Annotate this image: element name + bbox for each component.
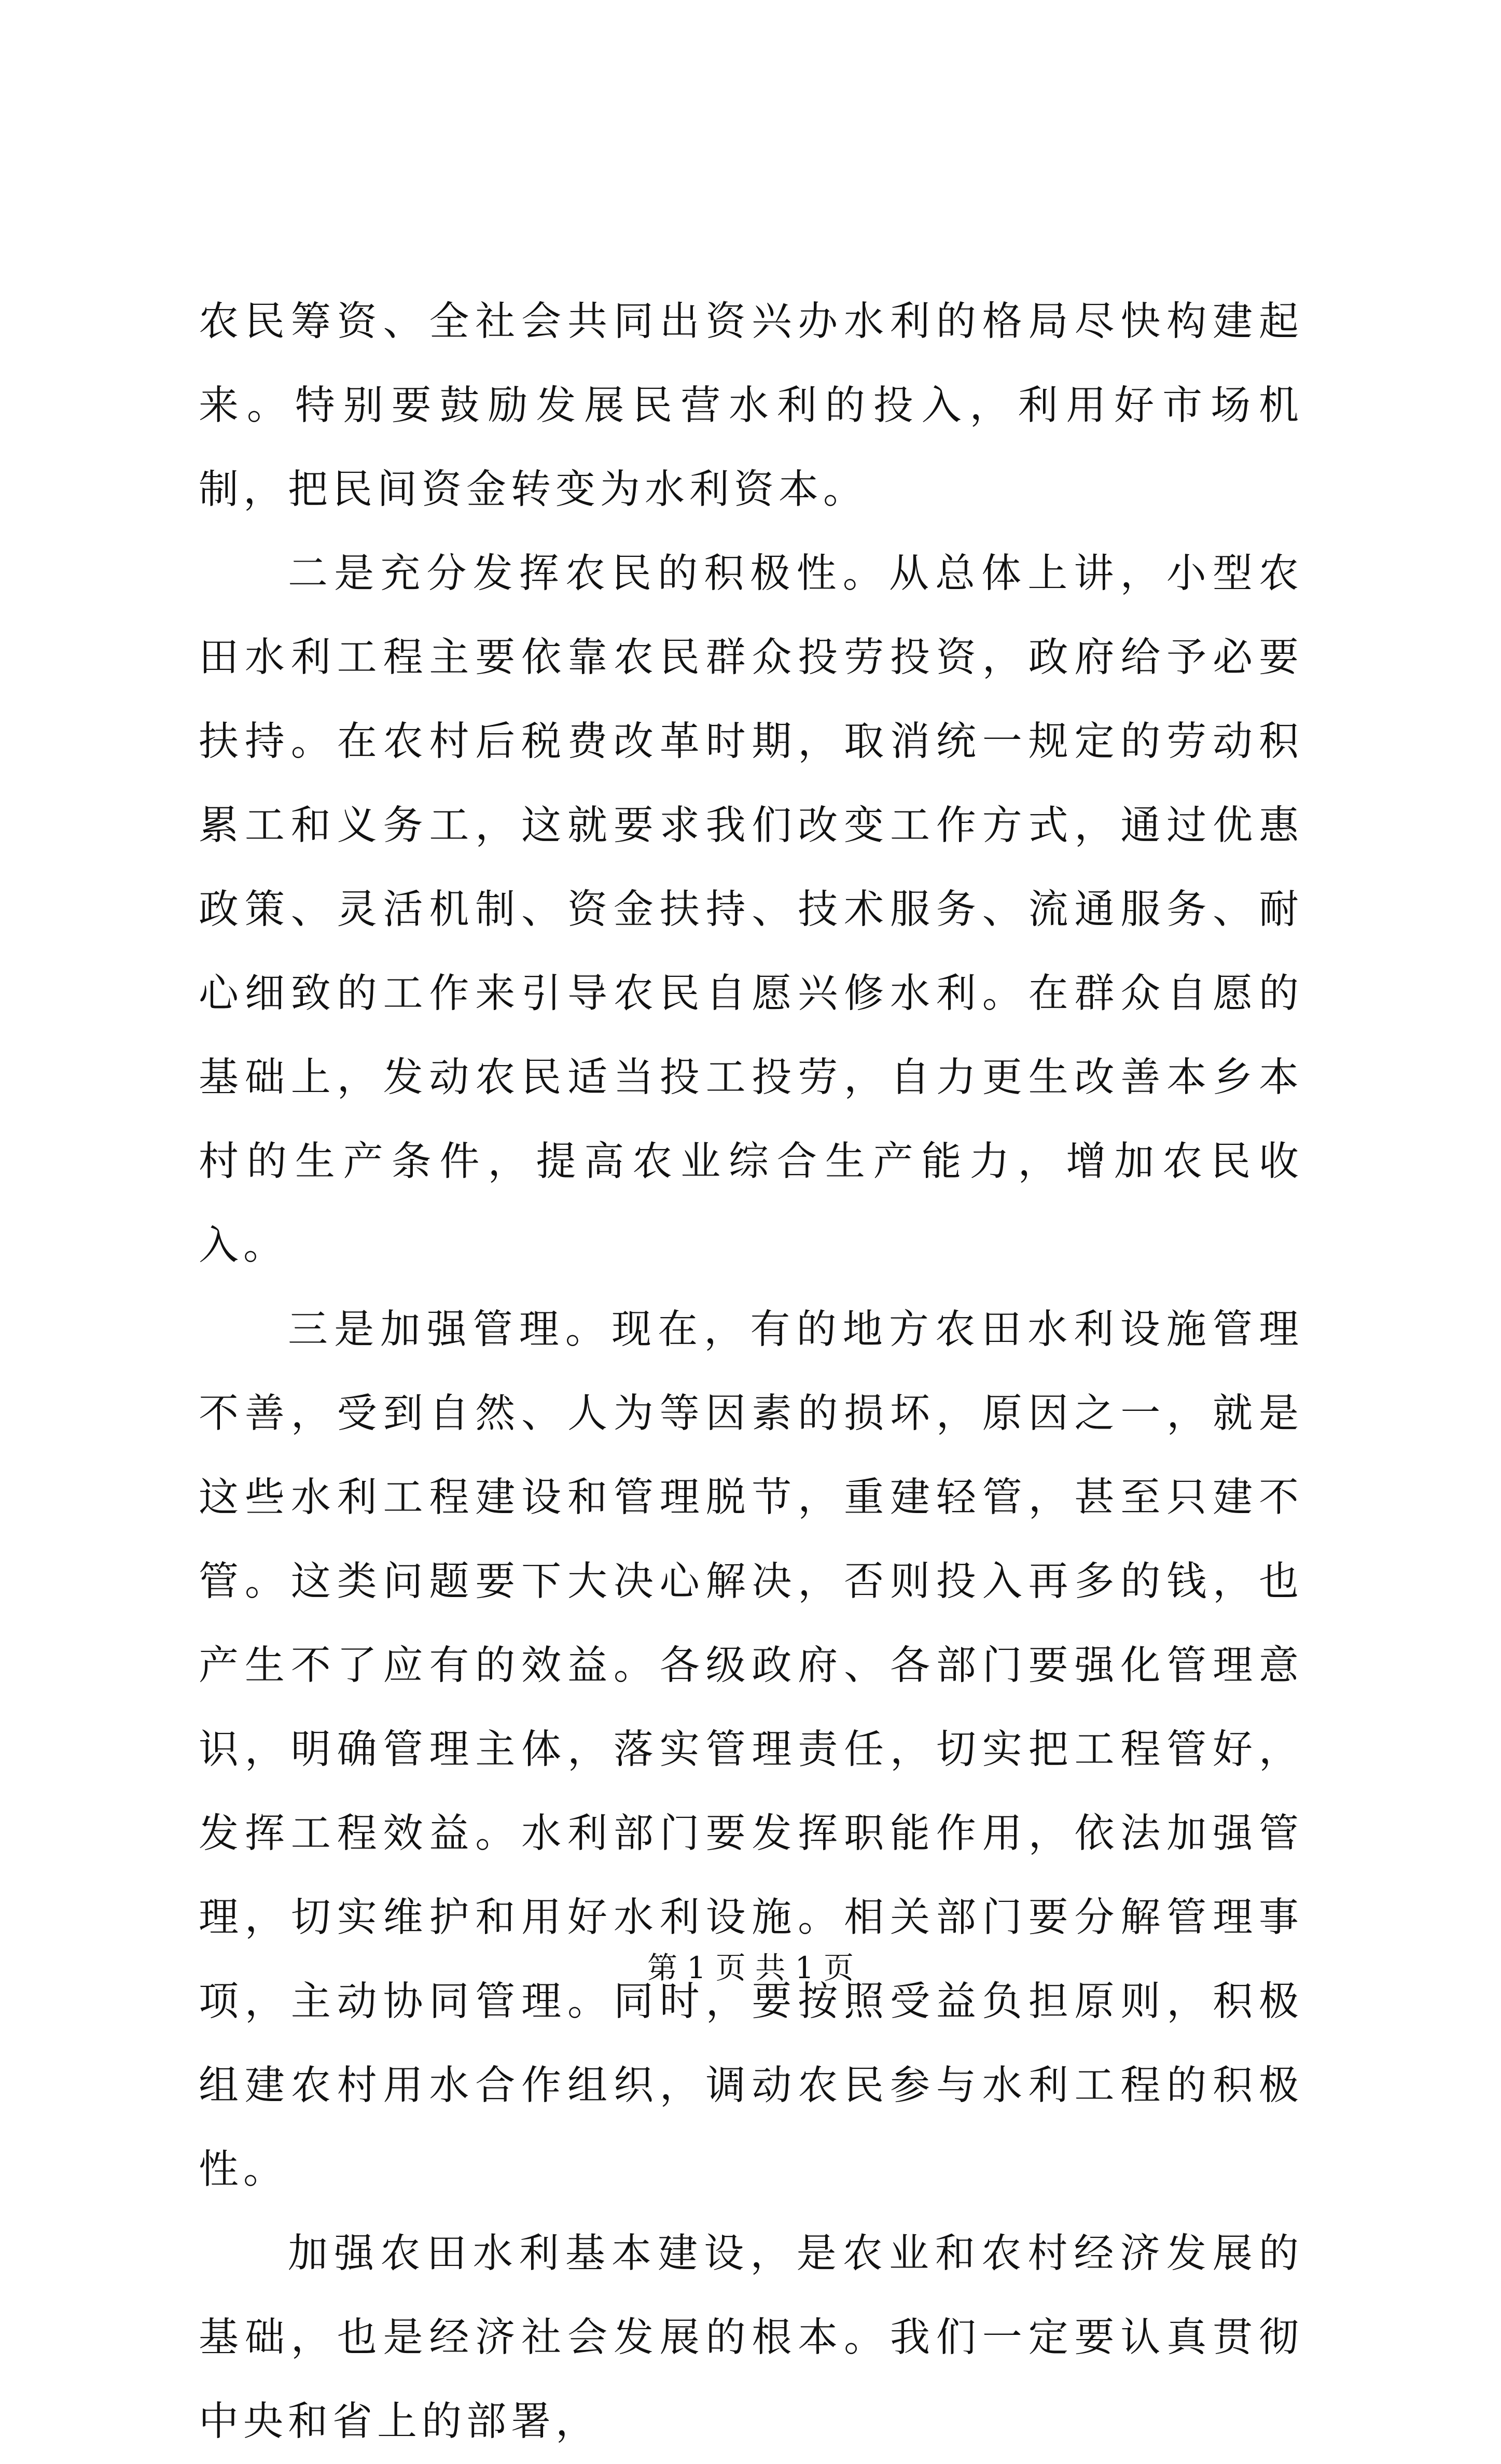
paragraph-farmer-initiative: 二是充分发挥农民的积极性。从总体上讲，小型农田水利工程主要依靠农民群众投劳投资，政府给予必要扶持。在农村后税费改革时期，取消统一规定的劳动积累工和义务工，这就要求我们改变工作方式，通过优惠政策、灵活机制、资金扶持、技术服务、流通服务、耐心细致的工作来引导农民自愿兴修水利。在群众自愿的基础上，发动农民适当投工投劳，自力更生改善本乡本村的生产条件，提高农业综合生产能力，增加农民收入。 [199,551,1303,1269]
document-body [199,280,1303,2464]
page-footer: 第 1 页 共 1 页 [647,1950,854,1985]
paragraph-continuation: 农民筹资、全社会共同出资兴办水利的格局尽快构建起来。特别要鼓励发展民营水利的投入，利用好市场机制，把民间资金转变为水利资本。 [199,299,1303,513]
paragraph-conclusion: 加强农田水利基本建设，是农业和农村经济发展的基础，也是经济社会发展的根本。我们一定要认真贯彻中央和省上的部署， [199,2231,1303,2445]
paragraph-strengthen-management: 三是加强管理。现在，有的地方农田水利设施管理不善，受到自然、人为等因素的损坏，原因之一，就是这些水利工程建设和管理脱节，重建轻管，甚至只建不管。这类问题要下大决心解决，否则投入再多的钱，也产生不了应有的效益。各级政府、各部门要强化管理意识，明确管理主体，落实管理责任，切实把工程管好，发挥工程效益。水利部门要发挥职能作用，依法加强管理，切实维护和用好水利设施。相关部门要分解管理事项，主动协同管理。同时，要按照受益负担原则，积极组建农村用水合作组织，调动农民参与水利工程的积极性。 [199,1307,1303,2193]
